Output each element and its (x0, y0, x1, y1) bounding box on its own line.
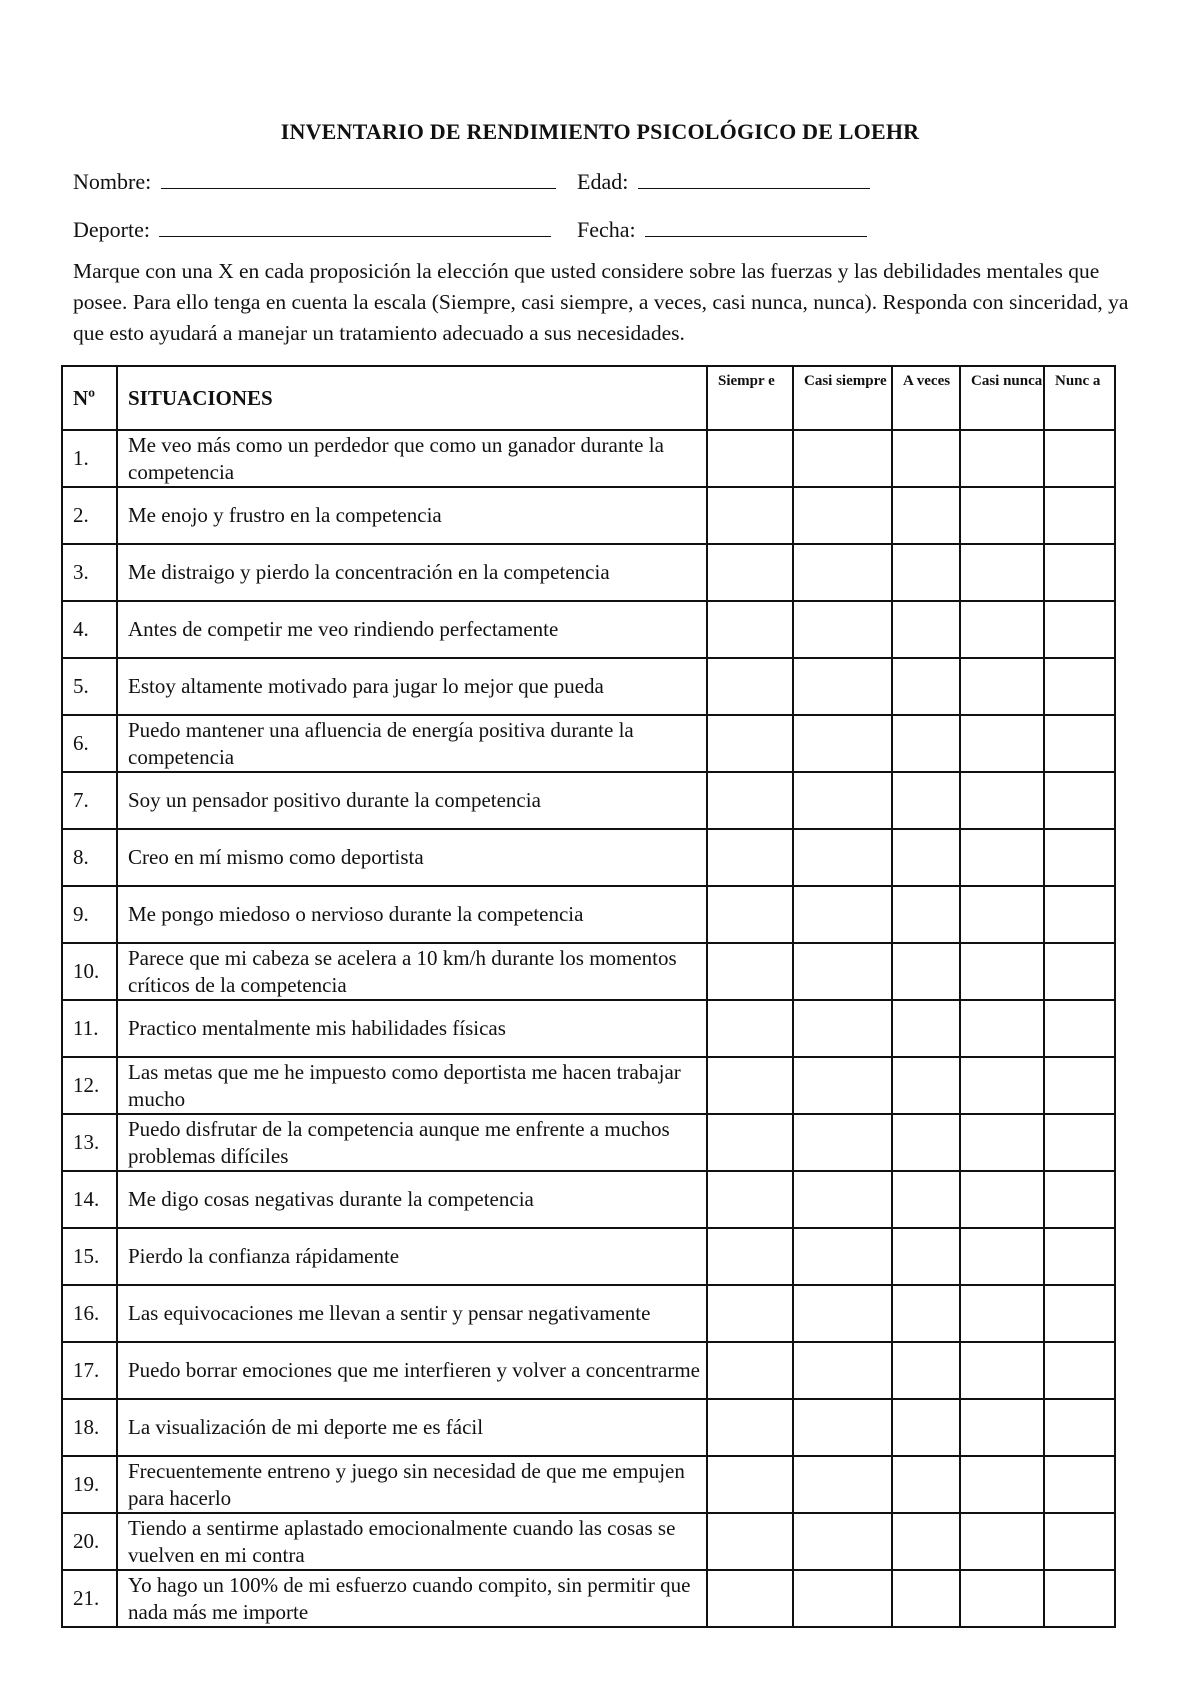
row-number: 19. (62, 1456, 117, 1513)
answer-cell-nunca[interactable] (1044, 601, 1115, 658)
row-situation: Pierdo la confianza rápidamente (117, 1228, 707, 1285)
answer-cell-casi-siempre[interactable] (793, 1171, 892, 1228)
answer-cell-nunca[interactable] (1044, 487, 1115, 544)
answer-cell-casi-nunca[interactable] (960, 1000, 1044, 1057)
nombre-label: Nombre: (73, 169, 152, 194)
row-situation: La visualización de mi deporte me es fácil (117, 1399, 707, 1456)
fecha-field[interactable] (577, 216, 867, 243)
table-row (62, 487, 1115, 544)
answer-cell-a-veces[interactable] (892, 544, 960, 601)
answer-cell-a-veces[interactable] (892, 1228, 960, 1285)
row-number: 14. (62, 1171, 117, 1228)
answer-cell-a-veces[interactable] (892, 601, 960, 658)
table-row (62, 943, 1115, 1000)
answer-cell-a-veces[interactable] (892, 430, 960, 487)
nombre-field[interactable] (73, 168, 556, 195)
answer-cell-nunca[interactable] (1044, 544, 1115, 601)
answer-cell-a-veces[interactable] (892, 1456, 960, 1513)
answer-cell-siempre[interactable] (707, 1399, 793, 1456)
row-number: 10. (62, 943, 117, 1000)
answer-cell-siempre[interactable] (707, 715, 793, 772)
answer-cell-casi-siempre[interactable] (793, 943, 892, 1000)
answer-cell-casi-siempre[interactable] (793, 886, 892, 943)
answer-cell-casi-nunca[interactable] (960, 886, 1044, 943)
row-situation: Yo hago un 100% de mi esfuerzo cuando compito, sin permitir que nada más me importe (117, 1570, 707, 1627)
answer-cell-casi-siempre[interactable] (793, 1114, 892, 1171)
document-title: INVENTARIO DE RENDIMIENTO PSICOLÓGICO DE LOEHR (280, 119, 920, 144)
row-number: 12. (62, 1057, 117, 1114)
answer-cell-casi-nunca[interactable] (960, 487, 1044, 544)
row-number: 8. (62, 829, 117, 886)
row-number: 16. (62, 1285, 117, 1342)
row-situation: Me enojo y frustro en la competencia (117, 487, 707, 544)
deporte-blank-line[interactable] (159, 216, 551, 237)
table-row (62, 1456, 1115, 1513)
answer-cell-casi-siempre[interactable] (793, 1456, 892, 1513)
table-row (62, 1228, 1115, 1285)
answer-cell-nunca[interactable] (1044, 1285, 1115, 1342)
answer-cell-casi-siempre[interactable] (793, 829, 892, 886)
row-situation: Creo en mí mismo como deportista (117, 829, 707, 886)
row-number: 9. (62, 886, 117, 943)
row-number: 20. (62, 1513, 117, 1570)
answer-cell-a-veces[interactable] (892, 1285, 960, 1342)
answer-cell-casi-siempre[interactable] (793, 658, 892, 715)
inventory-table (61, 365, 1116, 1628)
row-situation: Practico mentalmente mis habilidades físicas (117, 1000, 707, 1057)
answer-cell-a-veces[interactable] (892, 1171, 960, 1228)
answer-cell-casi-siempre[interactable] (793, 544, 892, 601)
table-row (62, 1399, 1115, 1456)
answer-cell-nunca[interactable] (1044, 772, 1115, 829)
row-number: 17. (62, 1342, 117, 1399)
answer-cell-casi-siempre[interactable] (793, 487, 892, 544)
row-number: 1. (62, 430, 117, 487)
answer-cell-casi-siempre[interactable] (793, 1570, 892, 1627)
answer-cell-casi-siempre[interactable] (793, 1342, 892, 1399)
answer-cell-a-veces[interactable] (892, 886, 960, 943)
answer-cell-siempre[interactable] (707, 772, 793, 829)
table-row (62, 772, 1115, 829)
row-situation: Soy un pensador positivo durante la competencia (117, 772, 707, 829)
answer-cell-nunca[interactable] (1044, 886, 1115, 943)
deporte-field[interactable] (73, 216, 551, 243)
header-casi-siempre: Casi siempre (793, 366, 892, 430)
table-row (62, 829, 1115, 886)
row-situation: Antes de competir me veo rindiendo perfectamente (117, 601, 707, 658)
answer-cell-a-veces[interactable] (892, 1057, 960, 1114)
answer-cell-casi-nunca[interactable] (960, 544, 1044, 601)
answer-cell-casi-nunca[interactable] (960, 1570, 1044, 1627)
answer-cell-casi-siempre[interactable] (793, 1399, 892, 1456)
header-a-veces: A veces (892, 366, 960, 430)
answer-cell-a-veces[interactable] (892, 1342, 960, 1399)
row-situation: Tiendo a sentirme aplastado emocionalmente cuando las cosas se vuelven en mi contra (117, 1513, 707, 1570)
answer-cell-siempre[interactable] (707, 1342, 793, 1399)
answer-cell-nunca[interactable] (1044, 715, 1115, 772)
header-nunca: Nunc a (1044, 366, 1115, 430)
answer-cell-casi-nunca[interactable] (960, 1057, 1044, 1114)
answer-cell-siempre[interactable] (707, 658, 793, 715)
answer-cell-siempre[interactable] (707, 1171, 793, 1228)
answer-cell-casi-nunca[interactable] (960, 1114, 1044, 1171)
nombre-blank-line[interactable] (161, 168, 556, 189)
answer-cell-a-veces[interactable] (892, 1570, 960, 1627)
answer-cell-casi-siempre[interactable] (793, 1000, 892, 1057)
answer-cell-nunca[interactable] (1044, 1000, 1115, 1057)
table-row (62, 1114, 1115, 1171)
row-situation: Puedo mantener una afluencia de energía positiva durante la competencia (117, 715, 707, 772)
table-row (62, 1513, 1115, 1570)
answer-cell-nunca[interactable] (1044, 430, 1115, 487)
edad-label: Edad: (577, 169, 629, 194)
edad-blank-line[interactable] (638, 168, 870, 189)
answer-cell-nunca[interactable] (1044, 1570, 1115, 1627)
row-number: 7. (62, 772, 117, 829)
answer-cell-casi-nunca[interactable] (960, 943, 1044, 1000)
table-header-row (62, 366, 1115, 430)
answer-cell-casi-siempre[interactable] (793, 1513, 892, 1570)
row-number: 4. (62, 601, 117, 658)
row-number: 21. (62, 1570, 117, 1627)
table-row (62, 1000, 1115, 1057)
row-number: 18. (62, 1399, 117, 1456)
row-situation: Parece que mi cabeza se acelera a 10 km/h durante los momentos críticos de la competencia (117, 943, 707, 1000)
answer-cell-casi-nunca[interactable] (960, 1399, 1044, 1456)
row-situation: Me digo cosas negativas durante la competencia (117, 1171, 707, 1228)
row-situation: Puedo borrar emociones que me interfieren y volver a concentrarme (117, 1342, 707, 1399)
answer-cell-siempre[interactable] (707, 943, 793, 1000)
header-casi-nunca: Casi nunca (960, 366, 1044, 430)
answer-cell-siempre[interactable] (707, 1000, 793, 1057)
row-situation: Las equivocaciones me llevan a sentir y pensar negativamente (117, 1285, 707, 1342)
answer-cell-a-veces[interactable] (892, 1000, 960, 1057)
answer-cell-siempre[interactable] (707, 1057, 793, 1114)
answer-cell-a-veces[interactable] (892, 1114, 960, 1171)
row-number: 6. (62, 715, 117, 772)
answer-cell-a-veces[interactable] (892, 715, 960, 772)
answer-cell-siempre[interactable] (707, 601, 793, 658)
answer-cell-nunca[interactable] (1044, 1057, 1115, 1114)
answer-cell-nunca[interactable] (1044, 943, 1115, 1000)
table-row (62, 658, 1115, 715)
answer-cell-a-veces[interactable] (892, 487, 960, 544)
row-number: 2. (62, 487, 117, 544)
fecha-blank-line[interactable] (645, 216, 867, 237)
answer-cell-casi-siempre[interactable] (793, 430, 892, 487)
table-row (62, 1171, 1115, 1228)
row-number: 3. (62, 544, 117, 601)
answer-cell-nunca[interactable] (1044, 1114, 1115, 1171)
answer-cell-a-veces[interactable] (892, 658, 960, 715)
table-row (62, 1570, 1115, 1627)
answer-cell-a-veces[interactable] (892, 1513, 960, 1570)
row-situation: Me veo más como un perdedor que como un ganador durante la competencia (117, 430, 707, 487)
answer-cell-casi-siempre[interactable] (793, 1057, 892, 1114)
table-row (62, 1342, 1115, 1399)
row-situation: Me distraigo y pierdo la concentración en la competencia (117, 544, 707, 601)
answer-cell-siempre[interactable] (707, 1285, 793, 1342)
answer-cell-siempre[interactable] (707, 1114, 793, 1171)
answer-cell-a-veces[interactable] (892, 1399, 960, 1456)
table-row (62, 886, 1115, 943)
answer-cell-siempre[interactable] (707, 829, 793, 886)
answer-cell-siempre[interactable] (707, 1513, 793, 1570)
answer-cell-nunca[interactable] (1044, 1171, 1115, 1228)
answer-cell-casi-siempre[interactable] (793, 601, 892, 658)
answer-cell-casi-nunca[interactable] (960, 1342, 1044, 1399)
table-row (62, 1285, 1115, 1342)
answer-cell-casi-siempre[interactable] (793, 715, 892, 772)
row-situation: Me pongo miedoso o nervioso durante la competencia (117, 886, 707, 943)
row-number: 15. (62, 1228, 117, 1285)
header-siempre: Siempr e (707, 366, 793, 430)
answer-cell-casi-nunca[interactable] (960, 1456, 1044, 1513)
answer-cell-casi-nunca[interactable] (960, 1513, 1044, 1570)
row-number: 11. (62, 1000, 117, 1057)
table-row (62, 430, 1115, 487)
answer-cell-siempre[interactable] (707, 544, 793, 601)
row-situation: Frecuentemente entreno y juego sin necesidad de que me empujen para hacerlo (117, 1456, 707, 1513)
row-number: 13. (62, 1114, 117, 1171)
answer-cell-siempre[interactable] (707, 430, 793, 487)
fecha-label: Fecha: (577, 217, 636, 242)
answer-cell-casi-nunca[interactable] (960, 430, 1044, 487)
answer-cell-a-veces[interactable] (892, 829, 960, 886)
answer-cell-casi-siempre[interactable] (793, 1228, 892, 1285)
answer-cell-casi-nunca[interactable] (960, 1228, 1044, 1285)
answer-cell-a-veces[interactable] (892, 772, 960, 829)
table-row (62, 1057, 1115, 1114)
row-situation: Las metas que me he impuesto como deportista me hacen trabajar mucho (117, 1057, 707, 1114)
instructions-paragraph: Marque con una X en cada proposición la elección que usted considere sobre las fuerzas y las debilidades mentales que posee. Para ello tenga en cuenta la escala (Siempre, casi siempre, a veces, casi nunca, nunca). Responda con sinceridad, ya que esto ayudará a manejar un tratamiento adecuado a sus necesidades. (73, 259, 1129, 345)
answer-cell-nunca[interactable] (1044, 829, 1115, 886)
answer-cell-casi-nunca[interactable] (960, 1171, 1044, 1228)
answer-cell-casi-nunca[interactable] (960, 772, 1044, 829)
answer-cell-nunca[interactable] (1044, 1456, 1115, 1513)
answer-cell-casi-nunca[interactable] (960, 715, 1044, 772)
answer-cell-nunca[interactable] (1044, 1342, 1115, 1399)
answer-cell-casi-nunca[interactable] (960, 1285, 1044, 1342)
edad-field[interactable] (577, 168, 870, 195)
answer-cell-casi-nunca[interactable] (960, 601, 1044, 658)
answer-cell-a-veces[interactable] (892, 943, 960, 1000)
answer-cell-nunca[interactable] (1044, 658, 1115, 715)
answer-cell-siempre[interactable] (707, 886, 793, 943)
table-row (62, 544, 1115, 601)
deporte-label: Deporte: (73, 217, 150, 242)
answer-cell-siempre[interactable] (707, 1570, 793, 1627)
row-situation: Puedo disfrutar de la competencia aunque me enfrente a muchos problemas difíciles (117, 1114, 707, 1171)
row-number: 5. (62, 658, 117, 715)
answer-cell-nunca[interactable] (1044, 1399, 1115, 1456)
table-row (62, 715, 1115, 772)
answer-cell-casi-nunca[interactable] (960, 658, 1044, 715)
table-row (62, 601, 1115, 658)
header-number: Nº (62, 366, 117, 430)
answer-cell-siempre[interactable] (707, 1456, 793, 1513)
answer-cell-siempre[interactable] (707, 1228, 793, 1285)
answer-cell-casi-nunca[interactable] (960, 829, 1044, 886)
header-situations: SITUACIONES (117, 366, 707, 430)
answer-cell-nunca[interactable] (1044, 1513, 1115, 1570)
answer-cell-siempre[interactable] (707, 487, 793, 544)
answer-cell-nunca[interactable] (1044, 1228, 1115, 1285)
row-situation: Estoy altamente motivado para jugar lo mejor que pueda (117, 658, 707, 715)
answer-cell-casi-siempre[interactable] (793, 772, 892, 829)
answer-cell-casi-siempre[interactable] (793, 1285, 892, 1342)
